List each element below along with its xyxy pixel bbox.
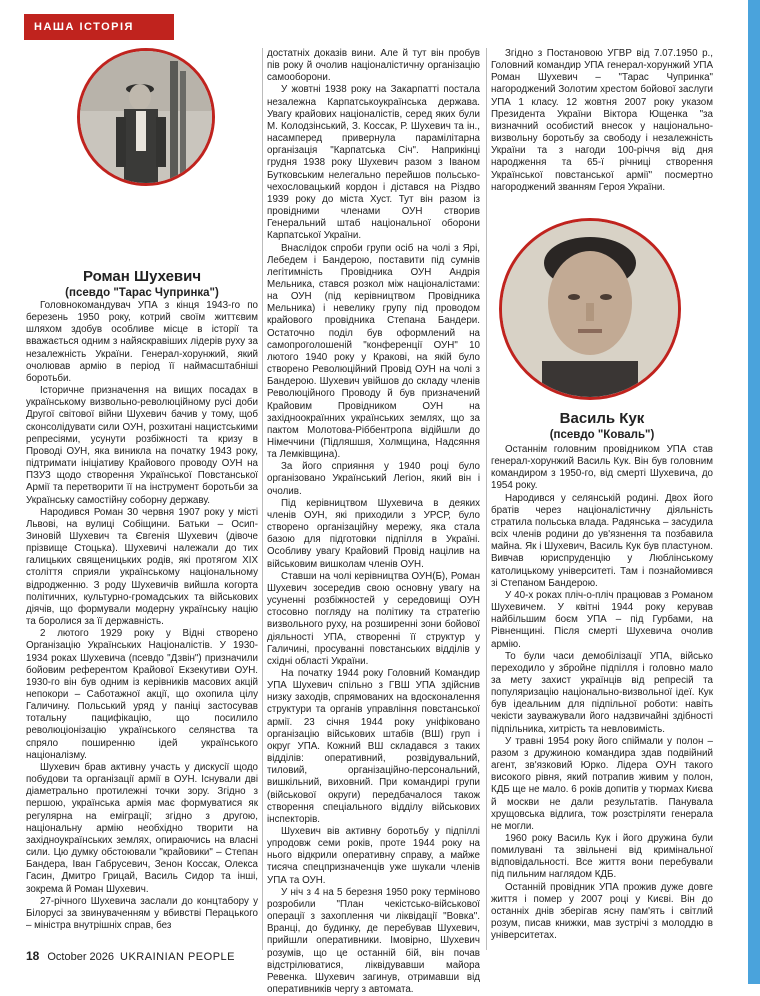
paragraph: Шухевич вів активну боротьбу у підпіллі упродовж семи років, проте 1944 року на нього відкрили оперативну справу, а майже тисяча спецпризначенців уже шукали членів УПА та ОУН. — [267, 826, 480, 886]
kuk-caption — [491, 410, 713, 442]
paragraph: достатніх доказів вини. Але й тут він пробув пів року й очолив націоналістичну організацію самооборони. — [267, 48, 480, 84]
magazine-name: UKRAINIAN PEOPLE — [120, 951, 235, 963]
column-divider — [262, 48, 263, 950]
paragraph: За його сприяння у 1940 році було організовано Український Легіон, який він і очолив. — [267, 461, 480, 497]
page-footer — [26, 949, 235, 963]
section-tag: НАША ІСТОРІЯ — [24, 14, 174, 40]
kuk-photo — [499, 218, 681, 400]
paragraph: Народився Роман 30 червня 1907 року у місті Львові, на вулиці Собіщини. Батьки – Осип-Зиновій Шухевич та Євгенія Шухевич (дівоче прізвище Стоцька). Шухевичі належали до тих галицьких священицьких родів, які протягом XIX століття сприяли українському національному відродженню. З роду Шухевичів вийшла когорта політичних, культурно-громадських та військових діячів, що формували модерну українську націю та боролися за її державність. — [26, 506, 258, 628]
paragraph: Ставши на чолі керівництва ОУН(Б), Роман Шухевич зосередив свою основну увагу на усуненні розбіжностей у середовищі ОУН стосовно погляду на політику та стратегію визвольного руху, на розширенні зони бойової діяльності УПА, створенні її структур у Галичині, просуванні повстанських відділів у східні області України. — [267, 570, 480, 667]
paragraph: У ніч з 4 на 5 березня 1950 року терміново розробили "План чекістсько-військової операції з захоплення чи ліквідації "Вовка". Вранці, до будинку, де перебував Шухевич, прийшли оперативники. Імовірно, Шухевич розумів, що це останній бій, він почав відстрілюватися, ліквідувавши майора Ревенка. Шухевич загинув, отримавши від оперативників чергу з автомата. — [267, 886, 480, 996]
paragraph: Народився у селянській родині. Двох його братів через націоналістичну діяльність стратила польська влада. Радянська – засудила всіх членів родини до ув'язнення та позбавила майна. Як і Шухевич, Василь Кук був пластуном. Вивчав юриспруденцію у Люблінському католицькому університеті. Там і познайомився зі Степаном Бандерою. — [491, 492, 713, 589]
kuk-alias: (псевдо "Коваль") — [549, 429, 655, 441]
right-accent-bar — [748, 0, 760, 984]
paragraph: Згідно з Постановою УГВР від 7.07.1950 р., Головний командир УПА генерал-хорунжий УПА Роман Шухевич – "Тарас Чупринка" нагороджений Золотим хрестом бойової заслуги УПА 1 класу. 12 жовтня 2007 року указом Президента України Віктора Ющенка "за визначний особистий внесок у національно-визвольну боротьбу за свободу і незалежність України та з нагоди 100-річчя від дня народження та 65-ї річниці створення Української повстанської армії" посмертно нагороджений званням Героя України. — [491, 48, 713, 193]
shukhevych-name: Роман Шухевич — [82, 268, 202, 285]
kuk-portrait-image — [502, 221, 678, 397]
column-3-top-text — [491, 48, 713, 194]
paragraph: Історичне призначення на вищих посадах в українському визвольно-революційному русі доби Другої світової війни Шухевич бачив у тому, щоб сконсолідувати сили ОУН, розхитані нацистськими репресіями, усунути розбіжності та кризу в Проводі ОУН, яка виникла на початку 1943 року, підтримати ініціативу Крайового проводу ОУН на ПЗУЗ щодо створення Української Повстанської Армії та перетворити її на інструмент боротьби за Українську самостійну соборну державу. — [26, 385, 258, 506]
shukhevych-photo — [77, 48, 215, 186]
paragraph: 2 лютого 1929 року у Відні створено Організацію Українських Націоналістів. У 1930-1934 роках Шухевича (псевдо "Дзвін") призначили бойовим референтом Крайової Екзекутиви ОУН. 1930-го він був одним із керівників масових акцій непокори – Саботажної акції, що охопила цілу Галичину. Польський уряд у паніці застосував тотальну пацифікацію, що посилило революціонізацію українського селянства та спряло поширенню ідей українського націоналізму. — [26, 628, 258, 761]
paragraph: То були часи демобілізації УПА, військо переходило у збройне підпілля і головно мало за мету захист українців від репресій та популяризацію національно-визвольної ідеї. Кук був ідеальним для підпільної роботи: навіть чекісти зауважували його надзвичайні здібності підпільника, хитрість та невловимість. — [491, 650, 713, 735]
paragraph: Головнокомандувач УПА з кінця 1943-го по березень 1950 року, котрий своїм життєвим шляхом здобув особливе місце в історії та вважається одним з найяскравіших лідерів руху за незалежність України. Генерал-хорунжий, який очолював армію в період її наймасштабніші боротьби. — [26, 300, 258, 384]
issue-date: October 2026 — [47, 951, 115, 963]
paragraph: 1960 року Василь Кук і його дружина були помилувані та звільнені від кримінальної відповідальності. Все життя вони перебували під пильним наглядом КДБ. — [491, 833, 713, 881]
paragraph: Шухевич брав активну участь у дискусії щодо побудови та організації армії в ОУН. Існували дві діаметрально протилежні точки зору. Згідно з першою, українська армія має формуватися як регулярна на еміграції; згідно з другою, національну армію необхідно творити на західноукраїнських землях, опираючись на власні сили. Цю думку обстоювали "крайовики" – Степан Бандера, Іван Габрусевич, Зенон Коссак, Олекса Гасин, Дмитро Грицай, Василь Сидор та інші, зокрема й Роман Шухевич. — [26, 761, 258, 895]
shukhevych-portrait-image — [80, 51, 212, 183]
paragraph: На початку 1944 року Головний Командир УПА Шухевич спільно з ГВШ УПА здійснив низку заходів, спрямованих на вдосконалення структури та органів управління повстанської армії. 23 січня 1944 року уніфіковано організацію військових штабів (ВШ) груп і округ УПА. Кожний ВШ складався з таких відділів: оперативний, розвідувальний, тиловий, організаційно-персональний, вишкільний, виховний. При командирі групи (військової округи) передбачалося також створення спеціального відділу військових інспекторів. — [267, 667, 480, 825]
paragraph: У 40-х роках пліч-о-пліч працював з Романом Шухевичем. У квітні 1944 року керував найбільшим боєм УПА – під Гурбами, на Рівненщині. Після смерті Шухевича очолив армію. — [491, 589, 713, 650]
paragraph: 27-річного Шухевича заслали до концтабору у Білорусі за звинуваченням у вбивстві Перацького – міністра внутрішніх справ, без — [26, 895, 258, 931]
shukhevych-alias: (псевдо "Тарас Чупринка") — [65, 287, 219, 299]
paragraph: Останнім головним провідником УПА став генерал-хорунжий Василь Кук. Він був головним командиром з 1950-го, від смерті Шухевича, до 1954 року. — [491, 444, 713, 492]
shukhevych-caption — [26, 268, 258, 300]
column-3-bottom-text — [491, 444, 713, 942]
paragraph: Внаслідок спроби групи осіб на чолі з Ярі, Лебедем і Бандерою, поставити під сумнів легітимність Провідника ОУН Андрія Мельника, стався розкол між націоналістами: на ОУН (під керівництвом Провідника Мельника) і невелику групу під проводом крайового провідника Степана Бандери. Остаточно поділ був оформлений на самопроголошеній "конференції ОУН" 10 лютого 1940 року у Кракові, на якій було створено Революційний Провід ОУН на чолі з Бандерою. Шухевич увійшов до складу членів Революційного Проводу й був призначений Крайовим Провідником ОУН на західноокраїнних українських землях, що за пактом Молотова-Ріббентропа відійшли до Німеччини (Підляшшя, Холмщина, Надсяння та Лемківщина). — [267, 242, 480, 461]
paragraph: У травні 1954 року його спіймали у полон – разом з дружиною командира здав подвійний агент, зв'язковий Юрко. Лідера ОУН такого високого рівня, який потрапив живим у полон, КДБ ще не мало. 6 років допитів у тюрмах Києва й москви не дали результатів. Панувала хрущовська відлига, тож розстріляти генерала не могли. — [491, 735, 713, 832]
paragraph: У жовтні 1938 року на Закарпатті постала незалежна Карпатськоукраїнська держава. Увагу крайових націоналістів, серед яких були М. Колодзінський, З. Коссак, Р. Шухевич та ін., насамперед привернула парамілітарна організація "Карпатська Січ". Наприкінці грудня 1938 року Шухевич разом з Іваном Бутковським нелегально перейшов польсько-чехословацький кордон і дістався на Різдво 1939 року до міста Хуст. Тут він разом із провідними членами ОУН створив Генеральний штаб національної оборони Карпатської України. — [267, 84, 480, 242]
kuk-name: Василь Кук — [559, 410, 645, 427]
column-divider — [486, 48, 487, 950]
column-2-text — [267, 48, 480, 996]
column-1-text — [26, 300, 258, 932]
paragraph: Під керівництвом Шухевича в деяких членів ОУН, які приходили з УРСР, було створено організаційну мережу, яка стала базою для підготовки підпілля в Україні. Особливу увагу Крайовий Провід націлив на військовим вишколам членів ОУН. — [267, 497, 480, 570]
paragraph: Останній провідник УПА прожив дуже довге життя і помер у 2007 році у Києві. Він до останніх днів зберігав ясну пам'ять і світлий розум, писав книжки, мав зустрічі з молоддю в університетах. — [491, 881, 713, 942]
page-number: 18 — [26, 949, 40, 963]
